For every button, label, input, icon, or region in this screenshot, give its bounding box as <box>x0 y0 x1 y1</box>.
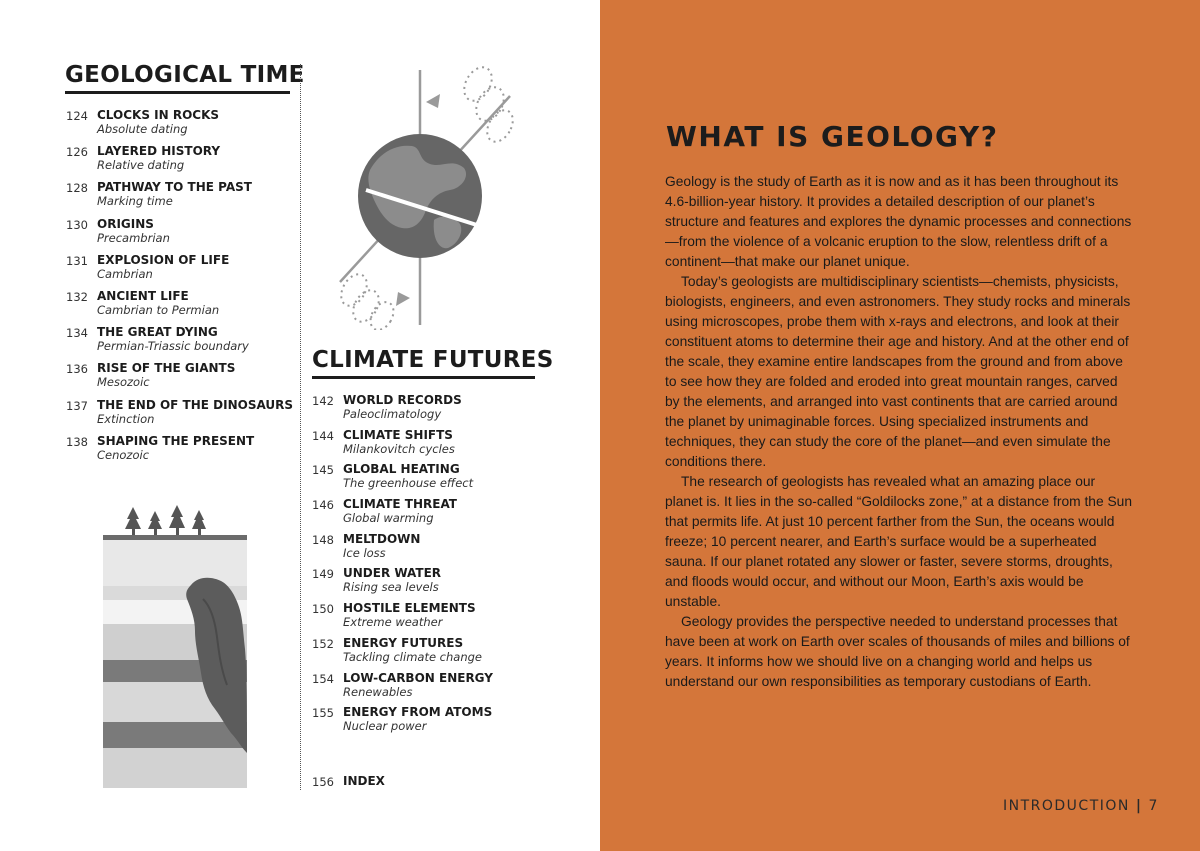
geological-time-toc <box>66 108 296 470</box>
toc-entry-title: INDEX <box>343 774 385 788</box>
toc-entry[interactable] <box>66 217 296 253</box>
toc-page-number: 145 <box>312 463 334 478</box>
article-paragraph: Geology provides the perspective needed to understand processes that have been at work on Earth over scales of thousands of miles and billions of years. It informs how we should live on a changing world and helps us understand our own responsibilities as temporary custodians of Earth. <box>665 614 1130 689</box>
toc-entry-subtitle: Ice loss <box>343 545 386 560</box>
footer-section-label: INTRODUCTION <box>1003 798 1130 814</box>
toc-entry-title: RISE OF THE GIANTS <box>97 361 236 376</box>
toc-entry-title: CLOCKS IN ROCKS <box>97 108 220 122</box>
toc-entry-title: ENERGY FROM ATOMS <box>343 705 493 720</box>
toc-entry-title: ORIGINS <box>97 216 154 231</box>
toc-page-number: 148 <box>312 532 334 547</box>
tree-icon <box>192 510 206 535</box>
toc-page-number: 152 <box>312 636 334 651</box>
toc-page-number: 134 <box>66 326 88 341</box>
article-paragraph: The research of geologists has revealed what an amazing place our planet is. It lies in the so-called “Goldilocks zone,” at a distance from the Sun that permits life. At just 10 percent farther from the Sun, the oceans would freeze; 10 percent nearer, and Earth’s surface would be a superheated sauna. If our planet rotated any slower or faster, severe storms, droughts, and floods would occur, and without our Moon, Earth’s axis would be unstable. <box>665 474 1133 609</box>
toc-page-number: 138 <box>66 434 88 449</box>
footer-page-number: 7 <box>1148 798 1159 814</box>
toc-entry-subtitle: Cambrian to Permian <box>97 302 220 317</box>
page-footer <box>1003 798 1159 814</box>
toc-entry[interactable] <box>312 462 542 497</box>
toc-page-number: 124 <box>66 109 88 123</box>
toc-entry-title: PATHWAY TO THE PAST <box>97 180 252 195</box>
toc-entry-subtitle: Rising sea levels <box>343 580 439 595</box>
toc-entry-subtitle: Absolute dating <box>97 122 188 136</box>
toc-entry-subtitle: Permian-Triassic boundary <box>97 339 249 354</box>
toc-entry[interactable] <box>312 532 542 567</box>
toc-page-number: 142 <box>312 394 334 408</box>
toc-entry-title: ANCIENT LIFE <box>97 288 189 303</box>
toc-entry-title: EXPLOSION OF LIFE <box>97 252 230 267</box>
toc-entry[interactable] <box>66 108 296 144</box>
toc-entry-title: THE END OF THE DINOSAURS <box>97 397 294 412</box>
toc-entry[interactable] <box>312 428 542 463</box>
toc-entry-index[interactable] <box>312 774 432 788</box>
toc-entry-title: UNDER WATER <box>343 566 442 581</box>
toc-entry-subtitle: Tackling climate change <box>343 649 483 664</box>
toc-entry-subtitle: The greenhouse effect <box>343 476 474 491</box>
column-divider <box>300 64 301 790</box>
toc-entry-title: WORLD RECORDS <box>343 393 462 407</box>
rock-strata-with-trees-icon <box>103 503 251 788</box>
toc-entry-subtitle: Cenozoic <box>97 447 150 462</box>
climate-futures-toc <box>312 393 542 740</box>
toc-entry-title: LAYERED HISTORY <box>97 144 221 159</box>
toc-entry[interactable] <box>66 325 296 361</box>
toc-page-number: 146 <box>312 498 334 513</box>
toc-entry-subtitle: Milankovitch cycles <box>343 441 455 456</box>
toc-page-number: 126 <box>66 145 88 160</box>
toc-entry-subtitle: Cambrian <box>97 266 153 281</box>
toc-entry[interactable] <box>312 393 542 428</box>
toc-page-number: 132 <box>66 289 88 304</box>
toc-entry-subtitle: Relative dating <box>97 158 185 173</box>
article-body <box>665 172 1133 692</box>
toc-entry-title: SHAPING THE PRESENT <box>97 433 255 448</box>
toc-entry-title: HOSTILE ELEMENTS <box>343 601 476 616</box>
tree-icon <box>125 507 141 535</box>
toc-page-number: 156 <box>312 775 334 789</box>
toc-entry-title: THE GREAT DYING <box>97 325 218 340</box>
toc-entry-title: ENERGY FUTURES <box>343 635 464 650</box>
toc-page-number: 131 <box>66 253 88 268</box>
climate-futures-heading: CLIMATE FUTURES <box>312 347 535 379</box>
rotation-arrow-icon <box>426 94 440 108</box>
toc-entry-subtitle: Marking time <box>97 194 173 209</box>
toc-entry-title: LOW-CARBON ENERGY <box>343 670 493 685</box>
toc-entry-subtitle: Renewables <box>343 684 413 699</box>
toc-entry[interactable] <box>312 566 542 601</box>
toc-entry[interactable] <box>66 144 296 180</box>
tree-icon <box>169 505 185 535</box>
toc-entry-subtitle: Global warming <box>343 511 434 526</box>
toc-entry[interactable] <box>66 361 296 397</box>
article-heading: WHAT IS GEOLOGY? <box>666 120 999 153</box>
toc-entry-subtitle: Extinction <box>97 411 155 426</box>
toc-entry-title: MELTDOWN <box>343 531 421 546</box>
toc-entry-title: CLIMATE SHIFTS <box>343 427 453 442</box>
toc-page-number: 154 <box>312 671 334 686</box>
toc-entry-subtitle: Precambrian <box>97 230 170 245</box>
toc-entry[interactable] <box>312 671 542 706</box>
toc-entry-title: CLIMATE THREAT <box>343 497 457 512</box>
toc-entry[interactable] <box>312 497 542 532</box>
rotation-arrow-icon <box>396 292 410 306</box>
toc-page-number: 149 <box>312 567 334 582</box>
toc-entry[interactable] <box>66 253 296 289</box>
toc-entry[interactable] <box>312 636 542 671</box>
tilted-earth-axis-icon <box>330 60 530 330</box>
toc-page-number: 137 <box>66 398 88 413</box>
toc-page-number: 128 <box>66 181 88 196</box>
geological-time-heading: GEOLOGICAL TIME <box>65 62 290 94</box>
toc-entry-subtitle: Nuclear power <box>343 719 427 734</box>
toc-entry[interactable] <box>66 289 296 325</box>
toc-page-number: 130 <box>66 217 88 232</box>
toc-page-number: 150 <box>312 602 334 617</box>
article-paragraph: Geology is the study of Earth as it is now and as it has been throughout its 4.6-billion-year history. It provides a detailed description of our planet’s structure and features and explores the dynamic processes and connections—from the violence of a volcanic eruption to the slow, relentless drift of a continent—that make our planet unique. <box>665 174 1132 269</box>
toc-page-number: 155 <box>312 706 334 721</box>
toc-page-number: 136 <box>66 362 88 377</box>
toc-entry[interactable] <box>66 180 296 216</box>
toc-entry-subtitle: Extreme weather <box>343 615 443 630</box>
toc-entry-subtitle: Paleoclimatology <box>343 407 442 421</box>
toc-entry[interactable] <box>66 434 296 470</box>
toc-entry[interactable] <box>312 601 542 636</box>
toc-page-number: 144 <box>312 428 334 443</box>
toc-entry-subtitle: Mesozoic <box>97 375 150 390</box>
footer-separator: | <box>1135 798 1143 814</box>
article-paragraph: Today’s geologists are multidisciplinary scientists—chemists, physicists, biologists, engineers, and even astronomers. They study rocks and minerals using microscopes, probe them with x-rays and electrons, and look at their constituent atoms to determine their age and history. And at the other end of the scale, they examine entire landscapes from the ground and from above to see how they are folded and eroded into great mountain ranges, carved by the elements, and arranged into vast continents that are carried around the planet by unimaginable forces. Using specialized instruments and techniques, they can study the core of the planet—and even simulate the conditions there. <box>665 274 1131 469</box>
tree-icon <box>148 511 162 535</box>
toc-entry[interactable] <box>312 705 542 740</box>
toc-entry-title: GLOBAL HEATING <box>343 462 460 477</box>
toc-entry[interactable] <box>66 398 296 434</box>
